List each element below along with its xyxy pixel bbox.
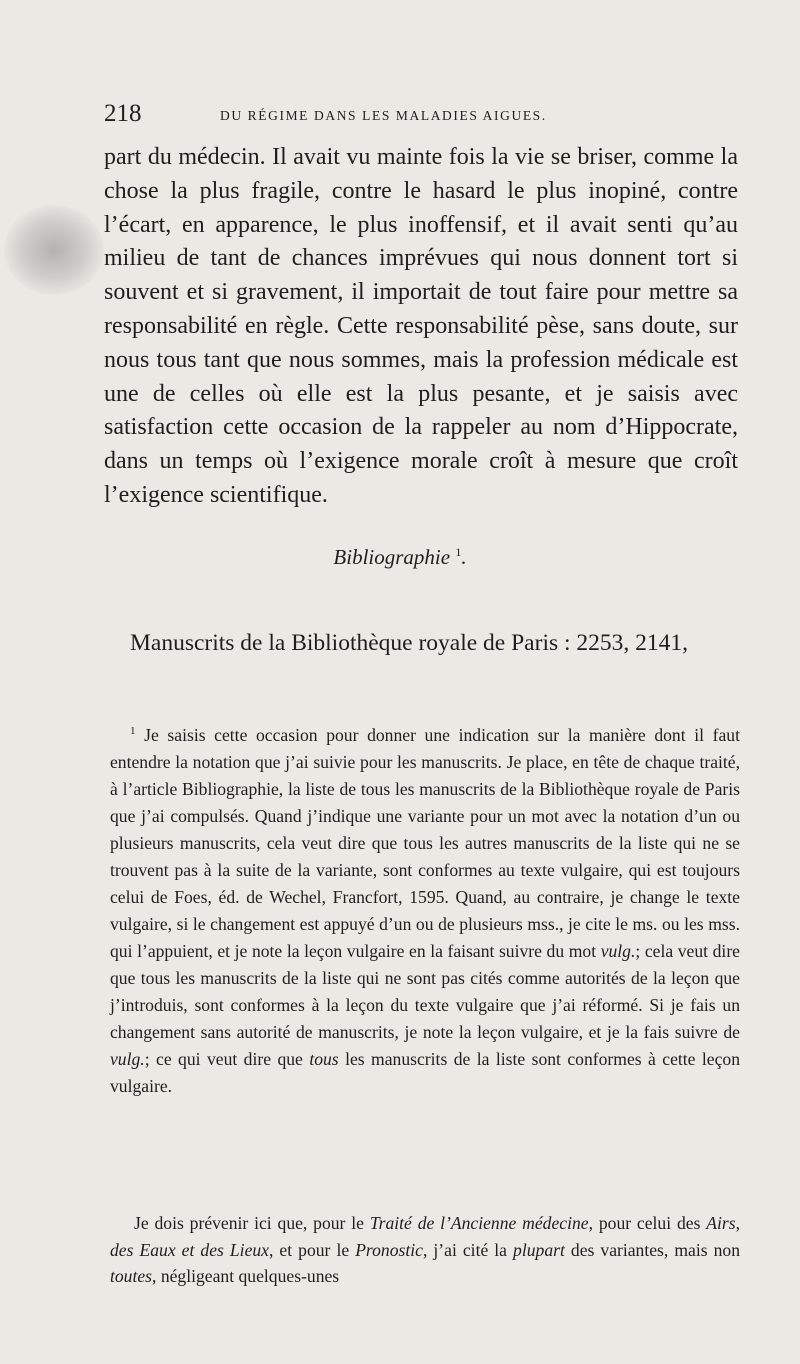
title-ancienne-medecine: Traité de l’Ancienne médecine — [369, 1213, 589, 1233]
tous-emphasis: tous — [309, 1048, 339, 1069]
plupart-emphasis: plupart — [513, 1239, 565, 1260]
closing-paragraph — [110, 1210, 740, 1290]
footnote-text-3: ; ce qui veut dire que — [144, 1048, 303, 1069]
toutes-emphasis: toutes — [110, 1266, 153, 1286]
footnote-text-1: Je saisis cette occasion pour donner une indication sur la manière dont il faut entendre la notation que j’ai suivie pour les manuscrits. Je place, en tête de chaque traité, à l’article Bibliographie, la liste de tous les manuscrits de la Bibliothèque royale de Paris que j’ai compulsés. Quand j’indique une variante pour un mot avec la notation d’un ou plusieurs manuscrits, cela veut dire que tous les autres manuscrits de la liste qui ne se trouvent pas à la suite de la variante, sont conformes au texte vulgaire, qui est toujours celui de Foes, éd. de Wechel, Francfort, 1595. Quand, au contraire, je change le texte vulgaire, si le changement est appuyé d’un ou de plusieurs mss., je cite le ms. ou les mss. qui l’appuient, et je note la leçon vulgaire en la faisant suivre du mot — [110, 724, 740, 961]
vulg-abbrev-1: vulg. — [600, 940, 636, 961]
closing-text-1: Je dois prévenir ici que, pour le — [134, 1213, 364, 1233]
footnote-marker: 1 — [130, 725, 136, 737]
footnote-text-4: les manuscrits de la liste sont conformes à cette leçon vulgaire. — [110, 1048, 741, 1096]
title-pronostic: Pronostic — [355, 1239, 423, 1260]
page-header — [104, 100, 744, 130]
running-head: DU RÉGIME DANS LES MALADIES AIGUES. — [220, 108, 547, 123]
closing-text-4: , j’ai cité la — [422, 1239, 507, 1260]
main-paragraph: part du médecin. Il avait vu mainte fois la vie se briser, comme la chose la plus fragile, contre le hasard le plus inopiné, contre l’écart, en apparence, le plus inoffensif, et il avait senti qu’au milieu de tant de chances imprévues qui nous donnent tort si souvent et si gravement, il importait de tout faire pour mettre sa responsabilité en règle. Cette responsabilité pèse, sans doute, sur nous tous tant que nous sommes, mais la profession médicale est une de celles où elle est la plus pesante, et je saisis avec satisfaction cette occasion de la rappeler au nom d’Hippocrate, dans un temps où l’exigence morale croît à mesure que croît l’exigence scientifique. — [104, 144, 738, 508]
title-eaux-lieux: des Eaux et des Lieux — [110, 1239, 269, 1260]
footnote-text-2: ; cela veut dire que tous les manuscrits de la liste qui ne sont pas cités comme autorités de la leçon que j’introduis, sont conformes à la leçon du texte vulgaire que j’ai réformé. Si je fais un changement sans autorité de manuscrits, je note la leçon vulgaire, et je la fais suivre de — [110, 940, 740, 1042]
closing-text-5: des variantes, mais non — [570, 1239, 740, 1260]
vulg-abbrev-2: vulg. — [110, 1048, 145, 1069]
closing-text-2: , pour celui des — [588, 1213, 701, 1233]
title-airs: Airs — [706, 1213, 736, 1233]
closing-text-3: , et pour le — [268, 1239, 350, 1260]
footnote — [110, 718, 740, 1100]
closing-separator: , — [735, 1213, 741, 1233]
manuscripts-line: Manuscrits de la Bibliothèque royale de Paris : 2253, 2141, — [130, 630, 689, 656]
bibliography-heading: Bibliographie $^1$. — [333, 545, 467, 569]
ink-smudge — [4, 205, 104, 295]
page-number: 218 — [104, 100, 142, 127]
footnote-reference: 1 — [455, 545, 462, 559]
closing-text-6: , négligeant quelques-unes — [152, 1266, 340, 1286]
bibliography-title: Bibliographie — [333, 545, 451, 569]
